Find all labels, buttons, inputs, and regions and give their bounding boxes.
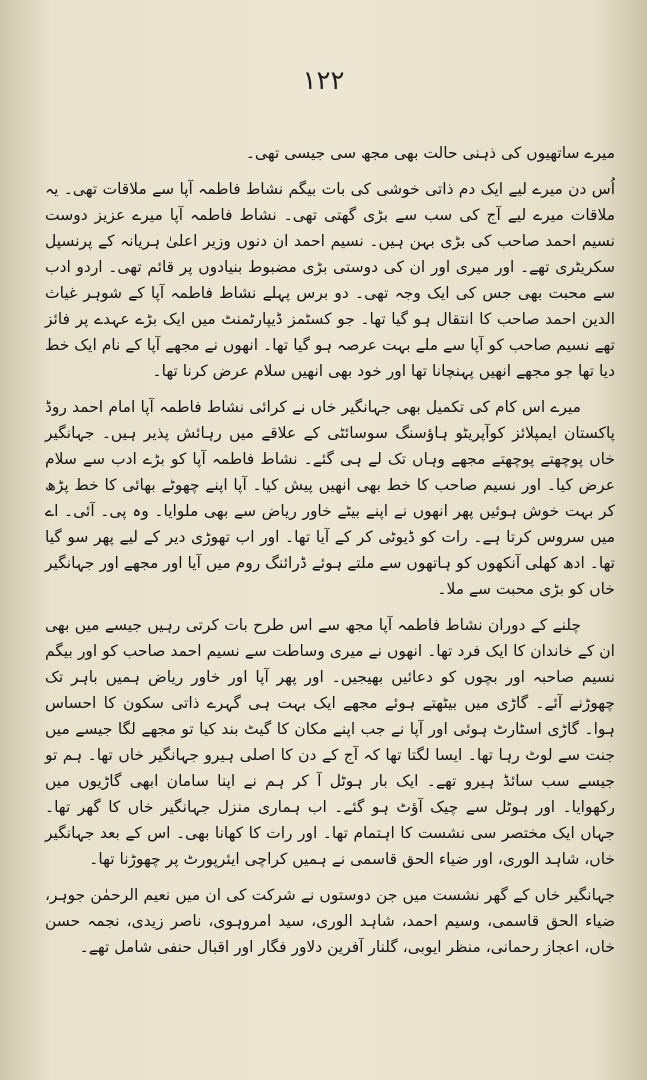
paragraph-4: چلنے کے دوران نشاط فاطمہ آپا مجھ سے اس طرح بات کرتی رہیں جیسے میں بھی ان کے خاندان کا ایک فرد تھا۔ انھوں نے میری وساطت سے نسیم احمد صاحب کو اور بیگم نسیم صاحبہ اور بچوں کو دعائیں بھیجیں۔ اور پھر آپا اور خاور ریاض ہمیں باہر تک چھوڑنے آئے۔ گاڑی میں بیٹھتے ہوئے مجھے ایک بہت ہی گہرے ذاتی سکون کا احساس ہوا۔ گاڑی اسٹارٹ ہوئی اور آپا نے جب اپنے مکان کا گیٹ بند کیا تو مجھے لگا جیسے میں جنت سے لوٹ رہا تھا۔ ایسا لگتا تھا کہ آج کے دن کا اصلی ہیرو جہانگیر خاں تھا۔ ہم تو جیسے سب سائڈ ہیرو تھے۔ ایک بار ہوٹل آ کر ہم نے اپنا سامان ابھی گاڑیوں میں رکھوایا۔ اور ہوٹل سے چیک آؤٹ ہو گئے۔ اب ہماری منزل جہانگیر خاں کا گھر تھا۔ جہاں ایک مختصر سی نشست کا اہتمام تھا۔ اور رات کا کھانا بھی۔ اس کے بعد جہانگیر خاں، شاہد الوری، اور ضیاء الحق قاسمی نے ہمیں کراچی ایئرپورٹ پر چھوڑنا تھا۔ xyxy=(45,616,615,868)
body-text xyxy=(45,140,615,970)
paragraph-2: اُس دن میرے لیے ایک دم ذاتی خوشی کی بات بیگم نشاط فاطمہ آپا سے ملاقات تھی۔ یہ ملاقات میرے لیے آج کی سب سے بڑی گھتی تھی۔ نشاط فاطمہ آپا میرے عزیز دوست نسیم احمد صاحب کی بڑی بہن ہیں۔ نسیم احمد ان دنوں وزیر اعلیٰ ہریانہ کے پرنسپل سکریٹری تھے۔ اور میری اور ان کی دوستی بڑی مضبوط بنیادوں پر قائم تھی۔ اردو ادب سے محبت بھی جس کی ایک وجہ تھی۔ دو برس پہلے نشاط فاطمہ آپا کے شوہر غیاث الدین احمد صاحب کا انتقال ہو گیا تھا۔ جو کسٹمز ڈیپارٹمنٹ میں ایک بڑے عہدے پر فائز تھے نسیم صاحب کو آپا سے ملے بہت عرصہ ہو گیا تھا۔ انھوں نے مجھے آپا کے نام ایک خط دیا تھا جو مجھے انھیں پہنچانا تھا اور خود بھی انھیں سلام عرض کرنا تھا۔ xyxy=(45,180,615,380)
page-number: ۱۲۲ xyxy=(302,66,345,96)
paragraph-5: جہانگیر خاں کے گھر نشست میں جن دوستوں نے شرکت کی ان میں نعیم الرحمٰن جوہر، ضیاء الحق قاسمی، وسیم احمد، شاہد الوری، سید امروہوی، ناصر زیدی، نجمہ حسن خاں، اعجاز رحمانی، منظر ایوبی، گلنار آفرین دلاور فگار اور اقبال حنفی شامل تھے۔ xyxy=(45,886,615,956)
paragraph-1: میرے ساتھیوں کی ذہنی حالت بھی مجھ سی جیسی تھی۔ xyxy=(245,144,615,162)
paragraph-3: میرے اس کام کی تکمیل بھی جہانگیر خاں نے کرائی نشاط فاطمہ آپا امام احمد روڈ پاکستان ایمپلائز کوآپریٹو ہاؤسنگ سوسائٹی کے علاقے میں رہائش پذیر ہیں۔ جہانگیر خاں پوچھتے پوچھتے مجھے وہاں تک لے ہی گئے۔ نشاط فاطمہ آپا کو بڑے ادب سے سلام عرض کیا۔ اور نسیم صاحب کا خط بھی انھیں پیش کیا۔ آپا اپنے چھوٹے بھائی کا خط پڑھ کر بہت خوش ہوئیں پھر انھوں نے اپنے بیٹے خاور ریاض سے بھی ملوایا۔ وہ پی۔ آئی۔ اے میں سروس کرتا ہے۔ رات کو ڈیوٹی کر کے آیا تھا۔ اور اب تھوڑی دیر کے لیے پھر سو گیا تھا۔ ادھ کھلی آنکھوں کو ہاتھوں سے ملتے ہوئے ڈرائنگ روم میں آیا اور مجھے اور جہانگیر خاں کو بڑی محبت سے ملا۔ xyxy=(45,398,615,598)
